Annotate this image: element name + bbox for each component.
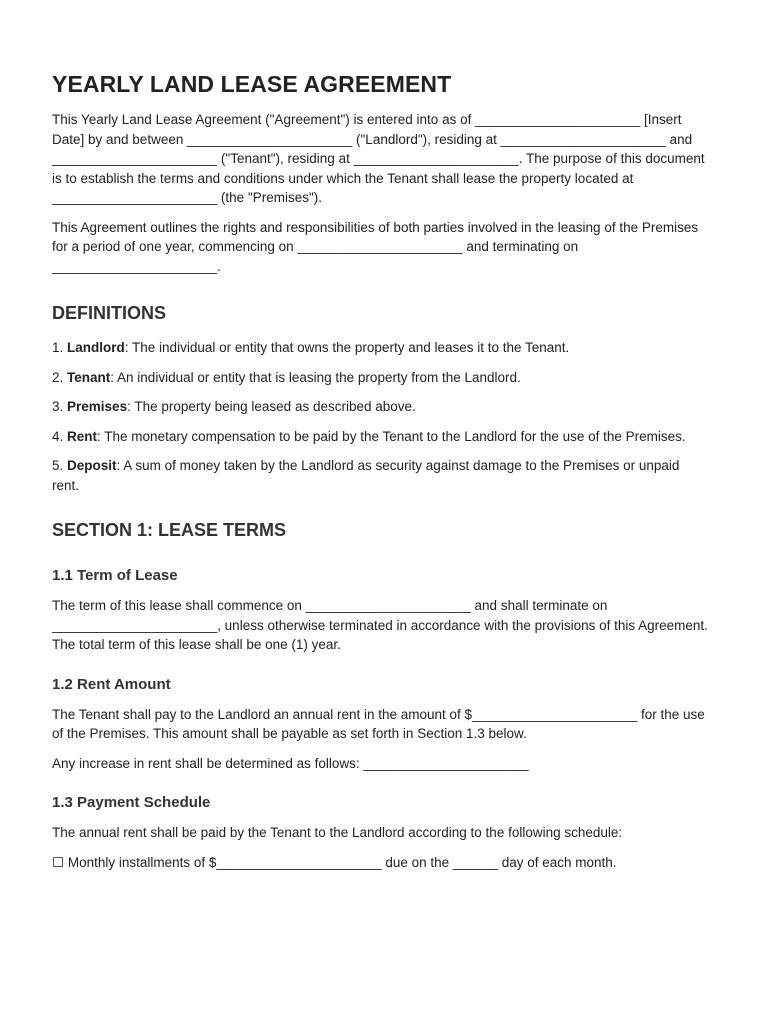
definition-number: 4. (52, 428, 64, 444)
definition-number: 1. (52, 340, 64, 355)
definition-item-landlord (52, 338, 710, 358)
definition-item-deposit (52, 456, 710, 495)
payment-schedule-heading: 1.3 Payment Schedule (52, 794, 211, 811)
term-of-lease-heading: 1.1 Term of Lease (52, 567, 178, 584)
definition-item-tenant (52, 368, 710, 388)
rent-amount-text: The Tenant shall pay to the Landlord an annual rent in the amount of $______________________ for the use of the Premises. This amount shall be payable as set forth in Section 1.3 below. (52, 706, 705, 741)
definition-term: Landlord (67, 340, 125, 355)
definitions-heading: DEFINITIONS (52, 303, 167, 323)
rent-increase-text: Any increase in rent shall be determined as follows: ______________________ (52, 755, 529, 771)
rent-amount-heading: 1.2 Rent Amount (52, 675, 171, 693)
definition-term: Rent (67, 428, 98, 444)
definition-number: 3. (52, 399, 64, 414)
intro-paragraph-1: This Yearly Land Lease Agreement ("Agreement") is entered into as of ______________________ [Insert Date] by and between ______________________ ("Landlord"), residing at ______________________ and ______________________ ("Tenant"), residing at ______________________. The purpose of this document is to establish the terms and conditions under which the Tenant shall lease the property located at ______________________ (the "Premises"). (52, 112, 705, 205)
definition-term: Tenant (67, 369, 111, 385)
definition-text: : The property being leased as described above. (127, 399, 416, 414)
definition-number: 5. (52, 458, 64, 473)
monthly-installments-option[interactable]: ☐ Monthly installments of $______________________ due on the ______ day of each month. (52, 854, 617, 870)
definition-term: Premises (67, 399, 128, 414)
definition-text: : A sum of money taken by the Landlord as security against damage to the Premises or unpaid rent. (52, 458, 680, 493)
definition-text: : The individual or entity that owns the property and leases it to the Tenant. (124, 340, 570, 355)
intro-paragraph-2: This Agreement outlines the rights and responsibilities of both parties involved in the leasing of the Premises for a period of one year, commencing on ______________________ and terminating on ______________________. (52, 219, 699, 274)
document-title: YEARLY LAND LEASE AGREEMENT (52, 71, 452, 97)
term-of-lease-text: The term of this lease shall commence on ______________________ and shall terminate on ______________________, unless otherwise terminated in accordance with the provisions of this Agreement. The total term of this lease shall be one (1) year. (52, 598, 708, 652)
section-1-heading: SECTION 1: LEASE TERMS (52, 520, 287, 540)
definition-text: : An individual or entity that is leasing the property from the Landlord. (110, 369, 521, 385)
definition-item-premises (52, 397, 710, 417)
definition-text: : The monetary compensation to be paid by the Tenant to the Landlord for the use of the Premises. (97, 428, 686, 444)
definition-item-rent (52, 427, 710, 447)
definition-number: 2. (52, 369, 64, 385)
definition-term: Deposit (67, 458, 117, 473)
payment-schedule-text: The annual rent shall be paid by the Tenant to the Landlord according to the following schedule: (52, 825, 623, 840)
